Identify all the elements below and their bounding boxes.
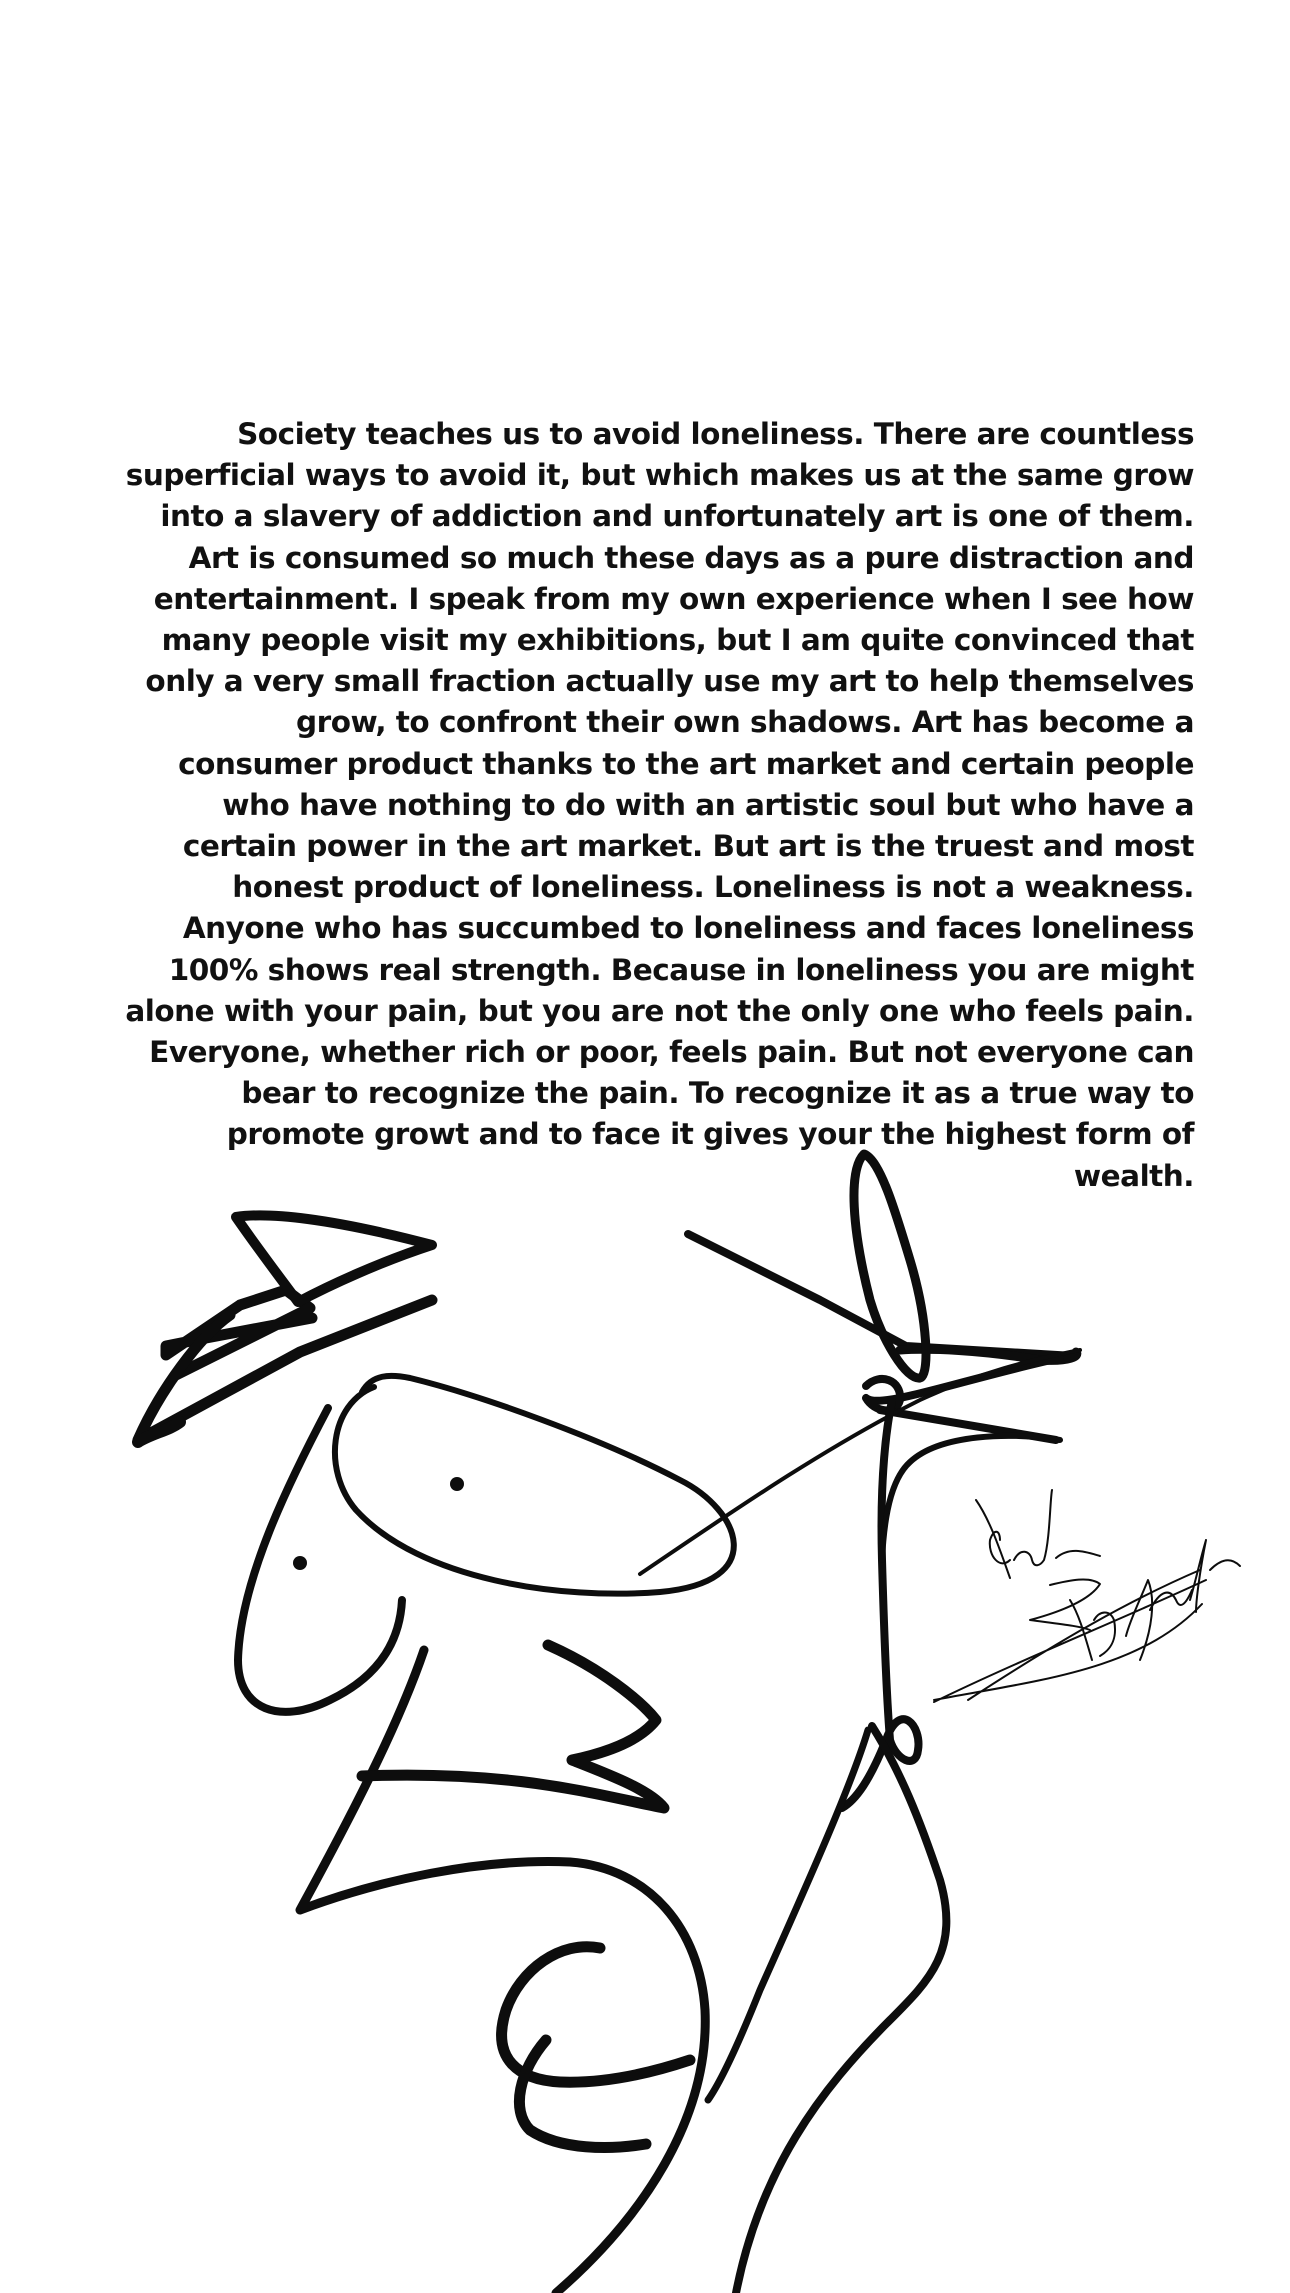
essay-line: who have nothing to do with an artistic soul but who have a xyxy=(222,787,1194,822)
essay-line: promote growt and to face it gives your the highest form of xyxy=(226,1117,1194,1152)
essay-line: Art is consumed so much these days as a pure distraction and xyxy=(188,540,1194,575)
face-drawing xyxy=(138,1154,1080,2293)
nose-stroke xyxy=(300,1650,705,2293)
mouth-zig-stroke xyxy=(362,1645,664,1808)
signature-stroke xyxy=(1190,1540,1240,1612)
cheek-contour-stroke xyxy=(238,1408,402,1712)
signature-stroke xyxy=(1030,1579,1100,1630)
essay-line: 100% shows real strength. Because in loneliness you are might xyxy=(168,952,1194,987)
essay-line: certain power in the art market. But art is the truest and most xyxy=(182,829,1194,864)
cheek-dot xyxy=(293,1556,307,1570)
long-line-stroke xyxy=(640,1350,1080,1574)
left-eye-dot xyxy=(450,1477,464,1491)
essay-line: grow, to confront their own shadows. Art has become a xyxy=(296,705,1194,740)
essay-line: Everyone, whether rich or poor, feels pain. But not everyone can xyxy=(149,1035,1194,1070)
essay-line: many people visit my exhibitions, but I am quite convinced that xyxy=(161,623,1194,658)
signature xyxy=(934,1490,1240,1702)
jaw-stroke xyxy=(708,1730,868,2100)
essay-line: only a very small fraction actually use my art to help themselves xyxy=(145,664,1194,699)
essay-line: Anyone who has succumbed to loneliness and faces loneliness xyxy=(182,911,1194,946)
head-oval-stroke xyxy=(335,1376,734,1594)
essay-line: bear to recognize the pain. To recognize it as a true way to xyxy=(241,1076,1194,1111)
essay-line: honest product of loneliness. Loneliness is not a weakness. xyxy=(232,870,1194,905)
right-upper-curve xyxy=(882,1436,1060,1560)
essay-line: superficial ways to avoid it, but which makes us at the same grow xyxy=(125,458,1194,493)
chin-hook-stroke xyxy=(519,2040,646,2147)
signature-stroke xyxy=(976,1500,1010,1578)
essay-line: entertainment. I speak from my own experience when I see how xyxy=(153,581,1194,616)
essay-line: into a slavery of addiction and unfortunately art is one of them. xyxy=(160,499,1194,534)
essay-line: consumer product thanks to the art market and certain people xyxy=(178,746,1194,781)
essay-line: Society teaches us to avoid loneliness. There are countless xyxy=(237,417,1194,451)
signature-stroke xyxy=(1014,1490,1100,1565)
essay-line: alone with your pain, but you are not the only one who feels pain. xyxy=(125,993,1194,1028)
signature-flourish xyxy=(934,1570,1206,1702)
left-triangle-stroke xyxy=(236,1215,432,1302)
essay-line: wealth. xyxy=(1073,1158,1194,1193)
